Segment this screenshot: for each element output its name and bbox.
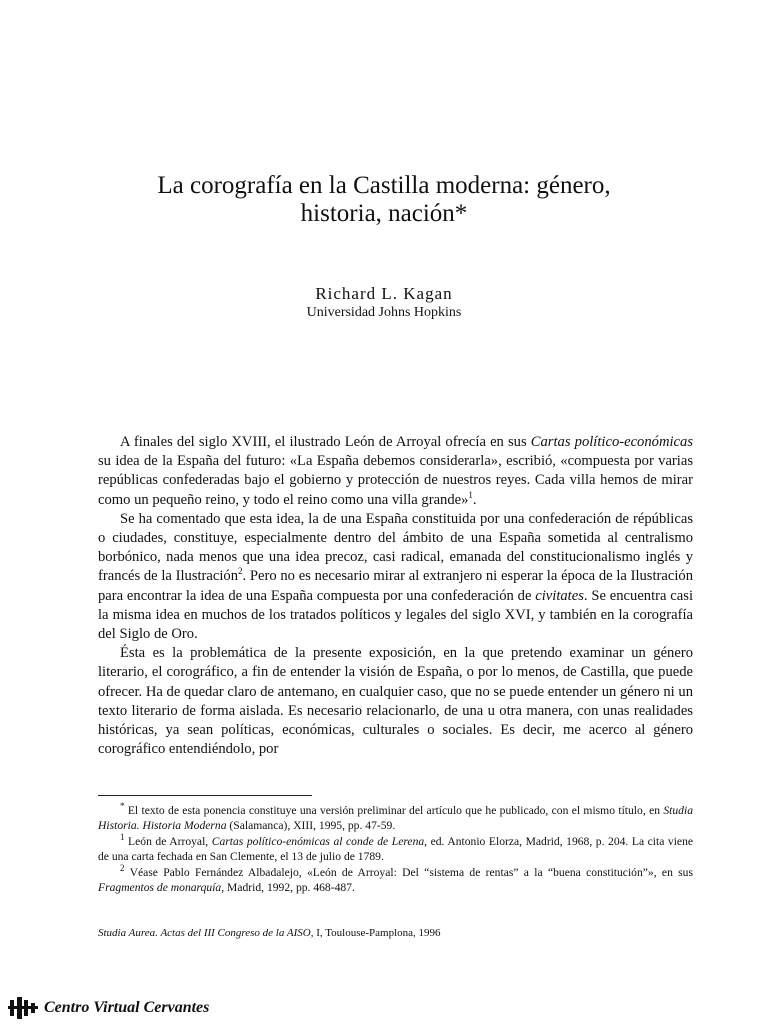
source-citation — [98, 927, 693, 939]
italic-text: Fragmentos de monarquía — [98, 881, 222, 895]
footnote — [98, 862, 693, 896]
footnotes — [98, 803, 693, 895]
footnote — [98, 831, 694, 865]
text-run: . — [472, 491, 477, 508]
note-marker: 2 — [120, 862, 125, 873]
page-title — [0, 172, 768, 228]
citation-title: Studia Aurea. Actas del III Congreso de la AISO — [98, 927, 311, 939]
article-body — [98, 433, 693, 759]
paragraph — [98, 510, 693, 644]
text-run: Se ha comentado que esta idea, la de una España constituida por una confederación de répúblicas o ciudades, constituye, especialmente dentro del ámbito de una España sometida al centralismo borbónico, nada menos que una idea precoz, casi radical, emanada del constitucionalismo inglés y francés de la Ilustración — [98, 510, 693, 585]
text-run: León de Arroyal, — [124, 834, 212, 848]
footnote-divider — [98, 795, 312, 796]
text-run: El texto de esta ponencia constituye una versión preliminar del artículo que he publicado, con el mismo título, en — [124, 804, 664, 817]
text-run: . Se encuentra casi la misma idea en muchos de los tratados políticos y legales del siglo XVI, y también en la corografía del Siglo de Oro. — [98, 587, 694, 643]
italic-text: Studia Historia. Historia Moderna — [98, 804, 693, 833]
italic-text: Cartas político-enómicas al conde de Lerena — [211, 834, 425, 848]
text-run: (Salamanca), XIII, 1995, pp. 47-59. — [226, 819, 396, 833]
note-marker: * — [120, 801, 125, 812]
text-run: . Pero no es necesario mirar al extranjero ni esperar la época de la Ilustración para encontrar la idea de una España compuesta por una confederación de — [98, 568, 693, 604]
author-affiliation: Universidad Johns Hopkins — [306, 305, 462, 320]
title-line-1: La corografía en la Castilla moderna: género, — [157, 172, 611, 199]
text-run: Ésta es la problemática de la presente exposición, en la que pretendo examinar un género literario, el corográfico, a fin de entender la visión de España, o por lo menos, de Castilla, que puede ofrecer. Ha de quedar claro de antemano, en cualquier caso, que no se puede entender un género ni un texto literario de forma aislada. Es necesario relacionarlo, de una u otra manera, con unas realidades históricas, ya sean políticas, económicas, culturales o sociales. Es decir, me acerco al género corográfico entendiéndolo, por — [98, 645, 693, 758]
footnote — [98, 803, 693, 834]
title-line-2: historia, nación* — [300, 200, 468, 227]
note-marker: 2 — [238, 566, 243, 577]
paragraph — [98, 433, 693, 510]
cvc-logo[interactable] — [8, 996, 209, 1020]
logo-text: Centro Virtual Cervantes — [44, 999, 210, 1016]
note-marker: 1 — [468, 489, 473, 500]
note-marker: 1 — [120, 831, 125, 842]
cervantes-logo-icon — [8, 997, 38, 1019]
paragraph — [98, 644, 693, 759]
italic-text: civitates — [535, 587, 584, 604]
italic-text: Cartas político-económicas — [530, 434, 693, 450]
text-run: su idea de la España del futuro: «La España debemos considerarla», escribió, «compuesta por varias repúblicas confederadas bajo el gobierno y protección de nuestros reyes. Cada villa hemos de mirar como un pequeño reino, y todo el reino como una villa grande» — [98, 453, 693, 508]
text-run: , Madrid, 1992, pp. 468-487. — [221, 881, 355, 895]
text-run: Véase Pablo Fernández Albadalejo, «León de Arroyal: Del “sistema de rentas” a la “buena constitución”», en sus — [124, 865, 693, 879]
text-run: , ed. Antonio Elorza, Madrid, 1968, p. 204. La cita viene de una carta fechada en San Clemente, el 13 de julio de 1789. — [98, 834, 694, 864]
author-name: Richard L. Kagan — [315, 284, 453, 303]
citation-details: , I, Toulouse-Pamplona, 1996 — [310, 927, 441, 939]
text-run: A finales del siglo XVIII, el ilustrado León de Arroyal ofrecía en sus — [120, 434, 531, 450]
